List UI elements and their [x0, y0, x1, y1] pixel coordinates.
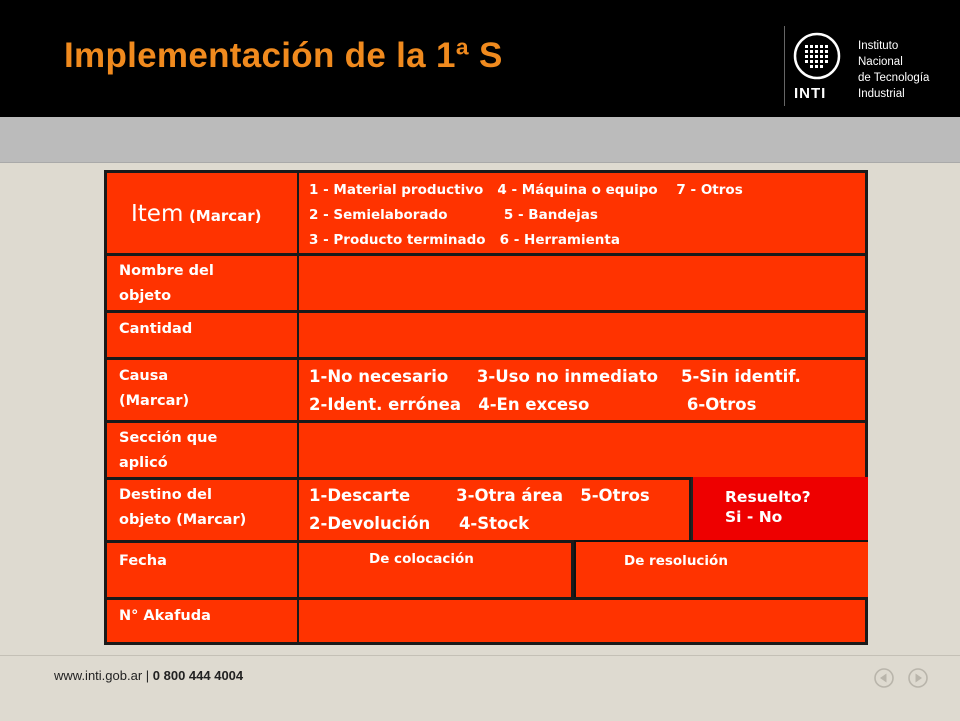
logo-acronym: INTI [794, 85, 827, 102]
causa-label-line: Causa [119, 368, 169, 384]
seccion-label-cell [107, 423, 297, 477]
item-options-cell[interactable] [299, 173, 865, 253]
causa-options-cell[interactable] [299, 360, 865, 420]
fecha-colocacion-cell[interactable] [299, 543, 571, 597]
item-option-line: 3 - Producto terminado 6 - Herramienta [309, 232, 620, 248]
item-label: Item [131, 201, 184, 227]
cantidad-label: Cantidad [119, 321, 193, 337]
fecha-colocacion-label: De colocación [369, 551, 474, 567]
footer-contact [54, 668, 243, 683]
akafuda-label: N° Akafuda [119, 608, 211, 624]
slide-title: Implementación de la 1ª S [64, 36, 503, 75]
fecha-label-cell [107, 543, 297, 597]
causa-option-line: 1-No necesario 3-Uso no inmediato 5-Sin identif. [309, 367, 801, 386]
header-band [0, 117, 960, 163]
seccion-label-line: aplicó [119, 455, 168, 471]
akafuda-table [104, 170, 868, 645]
item-option-line: 2 - Semielaborado 5 - Bandejas [309, 207, 598, 223]
resuelto-label: Resuelto? [725, 488, 811, 506]
resuelto-box[interactable] [691, 477, 868, 541]
item-option-line: 1 - Material productivo 4 - Máquina o equipo 7 - Otros [309, 182, 743, 198]
nombre-input-cell[interactable] [299, 256, 865, 310]
footer-url[interactable]: www.inti.gob.ar [54, 668, 143, 683]
causa-option-line: 2-Ident. errónea 4-En exceso 6-Otros [309, 395, 757, 414]
logo-name-line: Nacional [858, 56, 903, 68]
logo-name-line: Instituto [858, 40, 899, 52]
logo-name [858, 38, 929, 102]
causa-label-line: (Marcar) [119, 393, 190, 409]
item-label-cell [107, 173, 297, 253]
nombre-label-line: objeto [119, 288, 172, 304]
destino-label-cell [107, 480, 297, 540]
slide-footer [0, 655, 960, 721]
nombre-label-cell [107, 256, 297, 310]
chevron-left-circle-icon[interactable] [874, 668, 894, 688]
cantidad-input-cell[interactable] [299, 313, 865, 357]
chevron-right-circle-icon[interactable] [908, 668, 928, 688]
akafuda-label-cell [107, 600, 297, 642]
footer-phone: 0 800 444 4004 [152, 668, 244, 683]
inti-logo-icon [793, 32, 841, 80]
seccion-label-line: Sección que [119, 430, 218, 446]
resuelto-options: Si - No [725, 508, 783, 526]
causa-label-cell [107, 360, 297, 420]
destino-label-line: Destino del [119, 487, 212, 503]
fecha-resolucion-cell[interactable] [574, 540, 868, 597]
logo-name-line: de Tecnología [858, 72, 930, 84]
destino-options-cell[interactable] [299, 480, 689, 540]
fecha-label: Fecha [119, 553, 167, 569]
destino-option-line: 2-Devolución 4-Stock [309, 514, 530, 533]
nombre-label-line: Nombre del [119, 263, 214, 279]
destino-label-line: objeto (Marcar) [119, 512, 247, 528]
logo-divider [784, 26, 785, 106]
logo-name-line: Industrial [858, 88, 905, 100]
fecha-resolucion-label: De resolución [624, 553, 728, 569]
akafuda-input-cell[interactable] [299, 600, 865, 642]
item-label-sub: (Marcar) [188, 207, 262, 225]
destino-option-line: 1-Descarte 3-Otra área 5-Otros [309, 486, 650, 505]
seccion-input-cell[interactable] [299, 423, 865, 477]
cantidad-label-cell [107, 313, 297, 357]
footer-separator: | [142, 668, 153, 683]
